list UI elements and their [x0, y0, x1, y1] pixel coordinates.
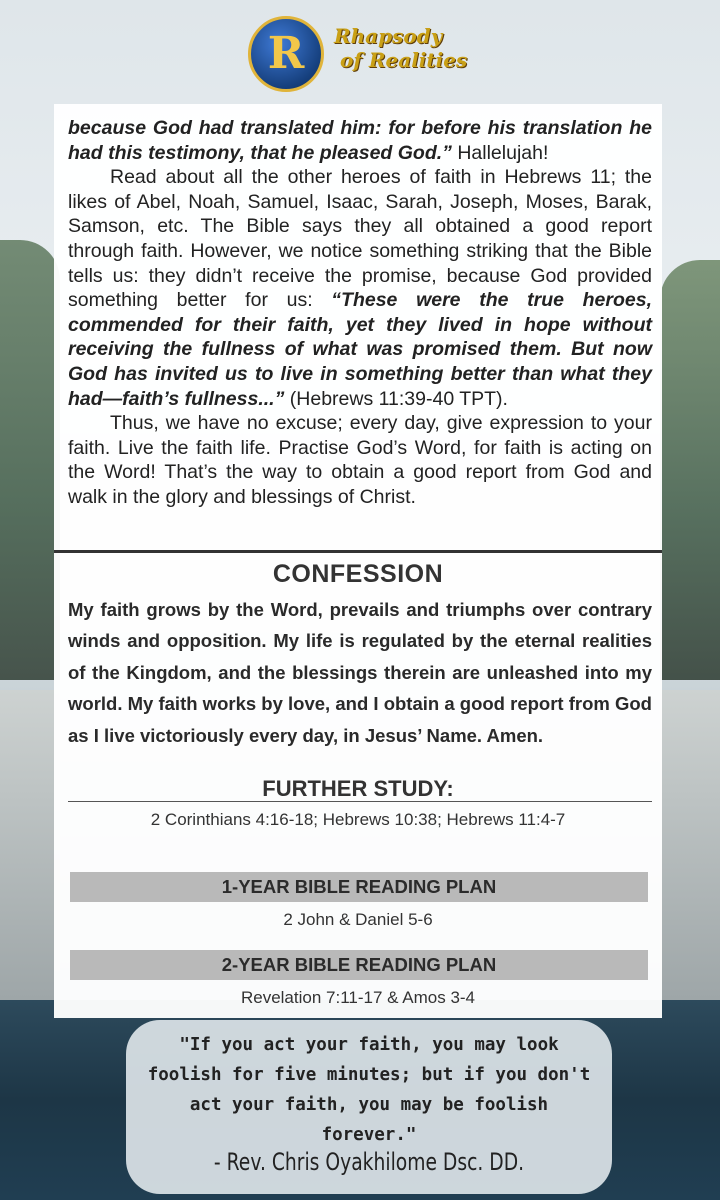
rhapsody-logo	[248, 10, 468, 100]
scripture-quote-1: because God had translated him: for before his translation he had this testimony, that he pleased God.”	[68, 117, 652, 164]
quote-text: "If you act your faith, you may look foolish for five minutes; but if you don't act your faith, you may be foolish forever."	[147, 1035, 591, 1145]
logo-emblem-icon	[248, 16, 324, 92]
logo-wordmark	[334, 24, 474, 72]
devotional-card	[54, 104, 662, 1018]
one-year-plan-reading: 2 John & Daniel 5-6	[283, 910, 433, 929]
scripture-quote-2: “These were the true heroes, commended for their faith, yet they lived in hope without receiving the fullness of what was promised them. But now God has invited us to live in something better than what they had—faith’s fullness...”	[68, 289, 652, 410]
further-study-rule	[68, 801, 652, 802]
logo-letter: R	[267, 28, 305, 79]
quote-author: - Rev. Chris Oyakhilome Dsc. DD.	[213, 1148, 525, 1176]
two-year-plan-heading: 2-YEAR BIBLE READING PLAN	[70, 950, 648, 980]
background-walkway-left	[0, 690, 60, 1000]
confession-text: My faith grows by the Word, prevails and triumphs over contrary winds and opposition. My life is regulated by the eternal realities of the Kingdom, and the blessings therein are unleashed into my world. My faith works by love, and I obtain a good report from God as I live victoriously every day, in Jesus’ Name. Amen.	[68, 599, 652, 746]
paragraph-1-rest: Hallelujah!	[451, 141, 549, 164]
one-year-plan-heading: 1-YEAR BIBLE READING PLAN	[70, 872, 648, 902]
background-palms-left	[0, 240, 60, 680]
logo-line-2: of Realities	[340, 48, 468, 72]
paragraph-3: Thus, we have no excuse; every day, give expression to your faith. Live the faith life. Practise God’s Word, for faith is acting on the Word! That’s the way to obtain a good report from God and walk in the glory and blessings of Christ.	[68, 412, 652, 508]
logo-line-1: Rhapsody	[334, 24, 443, 48]
two-year-plan-reading: Revelation 7:11-17 & Amos 3-4	[240, 988, 476, 1007]
scripture-reference: (Hebrews 11:39-40 TPT).	[284, 387, 508, 410]
further-study-heading: FURTHER STUDY:	[262, 776, 454, 801]
devotional-body	[68, 116, 652, 510]
further-study-references: 2 Corinthians 4:16-18; Hebrews 10:38; Hebrews 11:4-7	[150, 810, 566, 829]
section-divider	[54, 550, 662, 553]
paragraph-2-text: Read about all the other heroes of faith in Hebrews 11; the likes of Abel, Noah, Samuel, Isaac, Sarah, Joseph, Moses, Barak, Samson, etc. The Bible says they all obtained a good report through faith. However, we notice something striking that the Bible tells us: they didn’t receive the promise, because God provided something better for us:	[68, 166, 652, 312]
paragraph-2	[68, 165, 652, 411]
background-walkway-right	[660, 690, 720, 1000]
paragraph-1	[68, 116, 652, 165]
confession-heading: CONFESSION	[272, 560, 444, 588]
background-palms-right	[660, 260, 720, 680]
quote-bubble	[126, 1020, 612, 1194]
